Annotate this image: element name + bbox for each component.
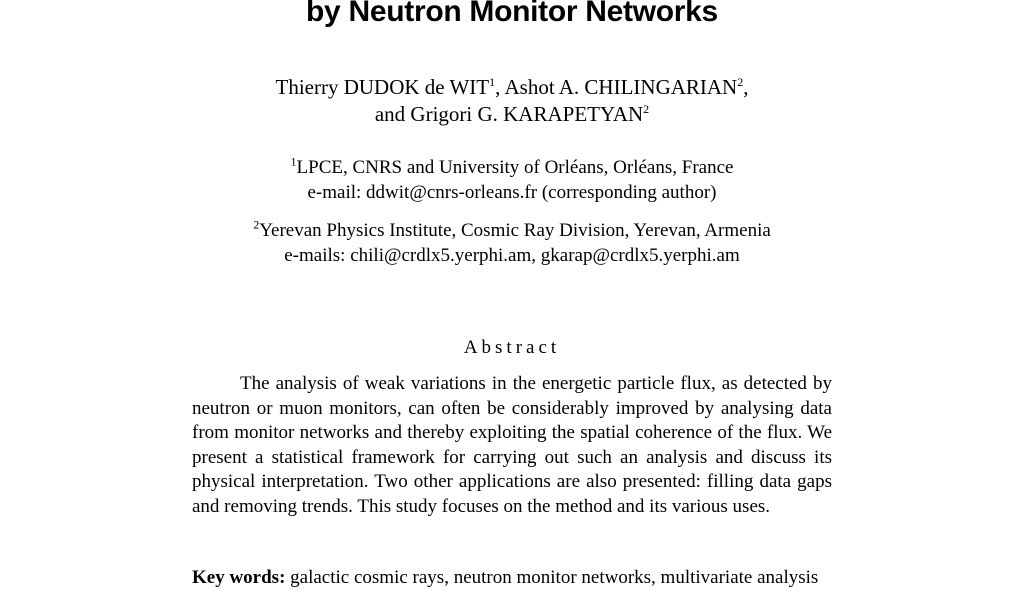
paper-title: by Neutron Monitor Networks xyxy=(306,0,718,28)
author-separator: , xyxy=(495,75,505,99)
abstract-body: The analysis of weak variations in the energetic particle flux, as detected by neutron or muon monitors, can often be considerably improved by analysing data from monitor networks and thereby exploiting the spatial coherence of the flux. We present a statistical framework for carrying out such an analysis and discuss its physical interpretation. Two other applications are also presented: filling data gaps and removing trends. This study focuses on the method and its various uses. xyxy=(192,373,832,517)
author-name: Grigori G. KARAPETYAN xyxy=(410,102,644,126)
affiliation-2 xyxy=(0,218,1024,268)
author-name: Thierry DUDOK de WIT xyxy=(275,75,490,99)
keywords-label: Key words: xyxy=(192,567,286,588)
affiliation-1-email: e-mail: ddwit@cnrs-orleans.fr (corresponding author) xyxy=(307,182,717,203)
author-affiliation-mark: 1 xyxy=(489,75,496,89)
affiliation-2-institution xyxy=(0,218,1024,243)
author-conjunction: and xyxy=(374,102,411,126)
author-line-1 xyxy=(0,74,1024,101)
author-list xyxy=(0,74,1024,128)
author-affiliation-mark: 2 xyxy=(737,75,744,89)
affiliation-2-email: e-mails: chili@crdlx5.yerphi.am, gkarap@crdlx5.yerphi.am xyxy=(284,245,740,266)
affiliation-1 xyxy=(0,155,1024,205)
keywords xyxy=(192,566,832,591)
affiliation-1-institution xyxy=(0,155,1024,180)
keywords-text: galactic cosmic rays, neutron monitor networks, multivariate analysis xyxy=(285,567,819,588)
affiliation-mark: 2 xyxy=(253,217,260,232)
abstract-heading: Abstract xyxy=(463,337,561,358)
author-separator: , xyxy=(743,75,749,99)
author-affiliation-mark: 2 xyxy=(643,102,650,116)
author-name: Ashot A. CHILINGARIAN xyxy=(504,75,738,99)
affiliation-mark: 1 xyxy=(290,154,297,169)
author-line-2 xyxy=(0,101,1024,128)
affiliation-text: Yerevan Physics Institute, Cosmic Ray Division, Yerevan, Armenia xyxy=(259,220,771,241)
affiliation-text: LPCE, CNRS and University of Orléans, Orléans, France xyxy=(296,157,734,178)
